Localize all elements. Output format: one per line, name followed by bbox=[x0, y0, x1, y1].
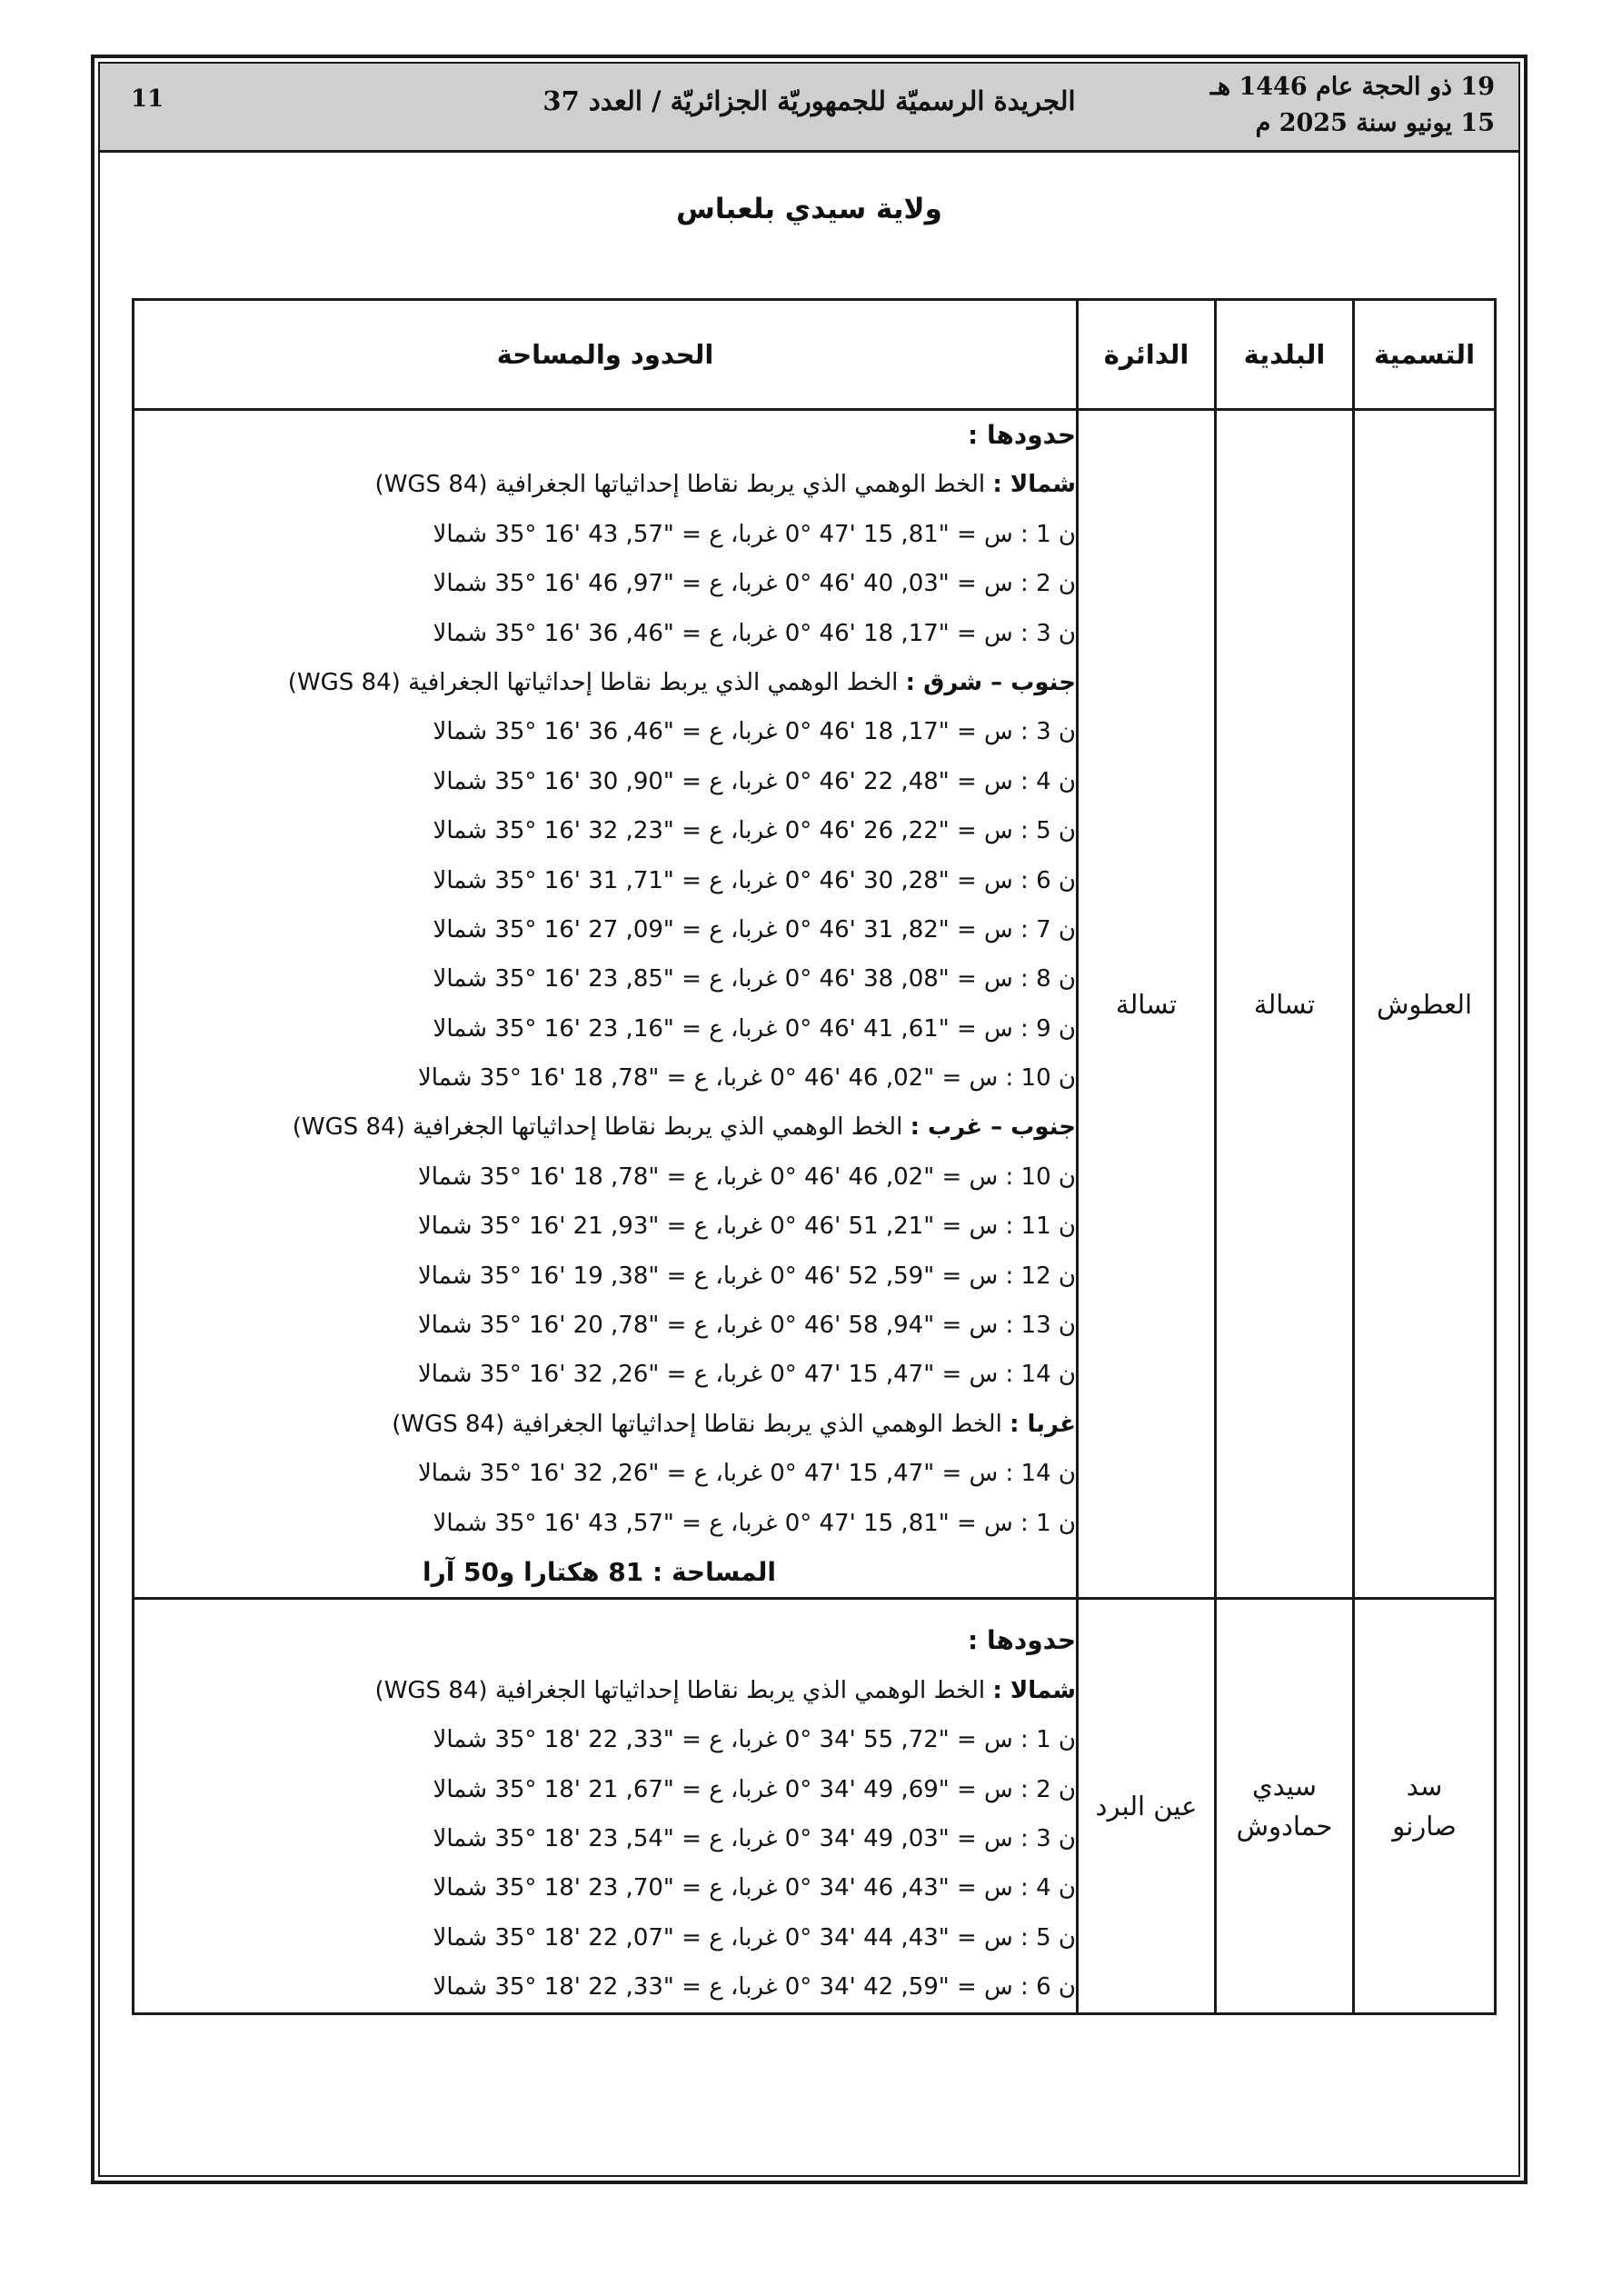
coordinate-point: ن 4 : س = "48, 22 '46 °0 غربا، ع = "90, 30 '16 °35 شمالا bbox=[433, 767, 1076, 795]
coordinate-point: ن 9 : س = "61, 41 '46 °0 غربا، ع = "16, 23 '16 °35 شمالا bbox=[433, 1014, 1076, 1043]
coordinate-point: ن 1 : س = "81, 15 '47 °0 غربا، ع = "57, 43 '16 °35 شمالا bbox=[433, 520, 1076, 548]
zone-commune-line: سيدي bbox=[1252, 1770, 1317, 1802]
zone-daira: عين البرد bbox=[1078, 1599, 1216, 2013]
coordinate-point: ن 14 : س = "47, 15 '47 °0 غربا، ع = "26, 32 '16 °35 شمالا bbox=[417, 1460, 1076, 1488]
header-limits: الحدود والمساحة bbox=[134, 300, 1078, 410]
coordinate-point: ن 2 : س = "03, 40 '46 °0 غربا، ع = "97, 46 '16 °35 شمالا bbox=[433, 570, 1076, 598]
southwest-label: جنوب – غرب : bbox=[910, 1113, 1076, 1142]
zone-name-line: سد bbox=[1406, 1770, 1443, 1802]
coordinate-point: ن 10 : س = "02, 46 '46 °0 غربا، ع = "78, 18 '16 °35 شمالا bbox=[417, 1163, 1076, 1191]
date-gregorian: 15 يونيو سنة 2025 م bbox=[1255, 109, 1495, 137]
zone-name: العطوش bbox=[1354, 410, 1496, 1599]
north-text: الخط الوهمي الذي يربط نقاطا إحداثياتها الجغرافية (WGS 84) bbox=[374, 1676, 986, 1704]
coordinate-point: ن 14 : س = "47, 15 '47 °0 غربا، ع = "26, 32 '16 °35 شمالا bbox=[417, 1361, 1076, 1389]
table-row bbox=[134, 410, 1496, 1599]
coordinate-point: ن 10 : س = "02, 46 '46 °0 غربا، ع = "78, 18 '16 °35 شمالا bbox=[417, 1064, 1076, 1093]
southwest-line bbox=[134, 1103, 1076, 1152]
coordinate-point: ن 11 : س = "21, 51 '46 °0 غربا، ع = "93, 21 '16 °35 شمالا bbox=[417, 1213, 1076, 1241]
coordinate-point: ن 3 : س = "17, 18 '46 °0 غربا، ع = "46, 36 '16 °35 شمالا bbox=[433, 718, 1076, 746]
north-label: شمالا : bbox=[992, 471, 1076, 499]
coordinate-point: ن 1 : س = "81, 15 '47 °0 غربا، ع = "57, 43 '16 °35 شمالا bbox=[433, 1509, 1076, 1537]
zone-daira: تسالة bbox=[1078, 410, 1216, 1599]
coordinate-point: ن 1 : س = "72, 55 '34 °0 غربا، ع = "33, 22 '18 °35 شمالا bbox=[433, 1726, 1076, 1754]
coordinate-point: ن 5 : س = "22, 26 '46 °0 غربا، ع = "23, 32 '16 °35 شمالا bbox=[433, 817, 1076, 845]
southeast-line bbox=[134, 658, 1076, 707]
southeast-label: جنوب – شرق : bbox=[905, 668, 1076, 696]
header-name: التسمية bbox=[1354, 300, 1496, 410]
west-text: الخط الوهمي الذي يربط نقاطا إحداثياتها الجغرافية (WGS 84) bbox=[392, 1410, 1002, 1438]
coordinate-point: ن 6 : س = "59, 42 '34 °0 غربا، ع = "33, 22 '18 °35 شمالا bbox=[433, 1973, 1076, 2002]
zone-limits bbox=[134, 410, 1078, 1599]
table-row bbox=[134, 1599, 1496, 2013]
page-number: 11 bbox=[131, 85, 164, 113]
coordinate-point: ن 5 : س = "43, 44 '34 °0 غربا، ع = "07, 22 '18 °35 شمالا bbox=[433, 1923, 1076, 1952]
date-hijri: 19 ذو الحجة عام 1446 هـ bbox=[1209, 73, 1495, 101]
header-commune: البلدية bbox=[1216, 300, 1354, 410]
coordinate-point: ن 12 : س = "59, 52 '46 °0 غربا، ع = "38, 19 '16 °35 شمالا bbox=[417, 1262, 1076, 1290]
north-text: الخط الوهمي الذي يربط نقاطا إحداثياتها الجغرافية (WGS 84) bbox=[374, 471, 986, 499]
wilaya-title: ولاية سيدي بلعباس bbox=[676, 193, 942, 225]
north-label: شمالا : bbox=[992, 1676, 1076, 1704]
coordinate-point: ن 2 : س = "69, 49 '34 °0 غربا، ع = "67, 21 '18 °35 شمالا bbox=[433, 1775, 1076, 1803]
southwest-text: الخط الوهمي الذي يربط نقاطا إحداثياتها الجغرافية (WGS 84) bbox=[292, 1113, 903, 1142]
coordinate-point: ن 3 : س = "03, 49 '34 °0 غربا، ع = "54, 23 '18 °35 شمالا bbox=[433, 1824, 1076, 1852]
coordinate-point: ن 4 : س = "43, 46 '34 °0 غربا، ع = "70, 23 '18 °35 شمالا bbox=[433, 1874, 1076, 1902]
coordinate-point: ن 6 : س = "28, 30 '46 °0 غربا، ع = "71, 31 '16 °35 شمالا bbox=[433, 866, 1076, 894]
west-line bbox=[134, 1400, 1076, 1449]
coordinate-point: ن 3 : س = "17, 18 '46 °0 غربا، ع = "46, 36 '16 °35 شمالا bbox=[433, 619, 1076, 647]
north-line bbox=[134, 460, 1076, 509]
zone-commune-line: حمادوش bbox=[1236, 1810, 1333, 1842]
zones-table bbox=[132, 298, 1497, 2015]
journal-title: الجريدة الرسميّة للجمهوريّة الجزائريّة / العدد 37 bbox=[542, 85, 1076, 116]
zone-commune: تسالة bbox=[1216, 410, 1354, 1599]
journal-header bbox=[100, 64, 1518, 153]
coordinate-point: ن 7 : س = "82, 31 '46 °0 غربا، ع = "09, 27 '16 °35 شمالا bbox=[433, 915, 1076, 943]
limits-heading: حدودها : bbox=[968, 420, 1076, 450]
coordinate-point: ن 8 : س = "08, 38 '46 °0 غربا، ع = "85, 23 '16 °35 شمالا bbox=[433, 965, 1076, 993]
limits-heading: حدودها : bbox=[968, 1625, 1076, 1656]
north-line bbox=[134, 1666, 1076, 1715]
coordinate-point: ن 13 : س = "94, 58 '46 °0 غربا، ع = "78, 20 '16 °35 شمالا bbox=[417, 1312, 1076, 1340]
zone-commune bbox=[1216, 1599, 1354, 2013]
zone-name-line: صارنو bbox=[1392, 1810, 1457, 1842]
west-label: غربا : bbox=[1010, 1410, 1076, 1438]
southeast-text: الخط الوهمي الذي يربط نقاطا إحداثياتها الجغرافية (WGS 84) bbox=[287, 668, 899, 696]
area-line: المساحة : 81 هكتارا و50 آرا bbox=[422, 1556, 776, 1587]
zone-limits bbox=[134, 1599, 1078, 2013]
table-header-row bbox=[134, 300, 1496, 410]
zone-name bbox=[1354, 1599, 1496, 2013]
header-daira: الدائرة bbox=[1078, 300, 1216, 410]
